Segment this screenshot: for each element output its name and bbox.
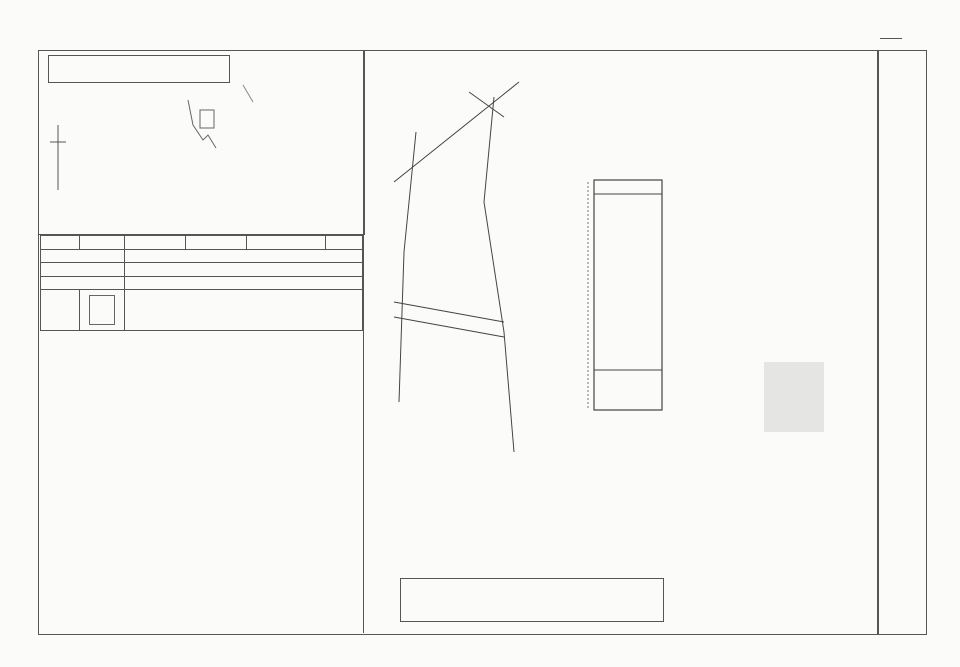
notes-label [41, 290, 80, 331]
col-header-use [80, 236, 125, 250]
owner-row [41, 249, 363, 263]
location-map-sketch [38, 80, 363, 230]
notes-stamp [89, 295, 115, 325]
col-header-item [41, 236, 80, 250]
owner-value [125, 249, 363, 263]
notes-row [41, 290, 363, 331]
stamp-note-box [400, 578, 664, 622]
register-header-row [41, 236, 363, 250]
address-value [125, 263, 363, 277]
scale-fraction-bar [880, 38, 902, 39]
notes-text-cell [125, 290, 363, 331]
col-header-area [326, 236, 363, 250]
sharing-label [41, 276, 125, 290]
sharing-row [41, 276, 363, 290]
floorplan-drawing [364, 52, 876, 632]
sharing-value [125, 276, 363, 290]
location-map-title-box [48, 55, 230, 83]
col-header-structure [125, 236, 186, 250]
owner-label [41, 249, 125, 263]
col-header-date [247, 236, 326, 250]
right-column-divider [877, 50, 879, 635]
renumber-blur-box [764, 362, 824, 432]
col-header-permit [186, 236, 247, 250]
address-label [41, 263, 125, 277]
register-table [40, 235, 363, 331]
notes-stamp-cell [80, 290, 125, 331]
address-row [41, 263, 363, 277]
